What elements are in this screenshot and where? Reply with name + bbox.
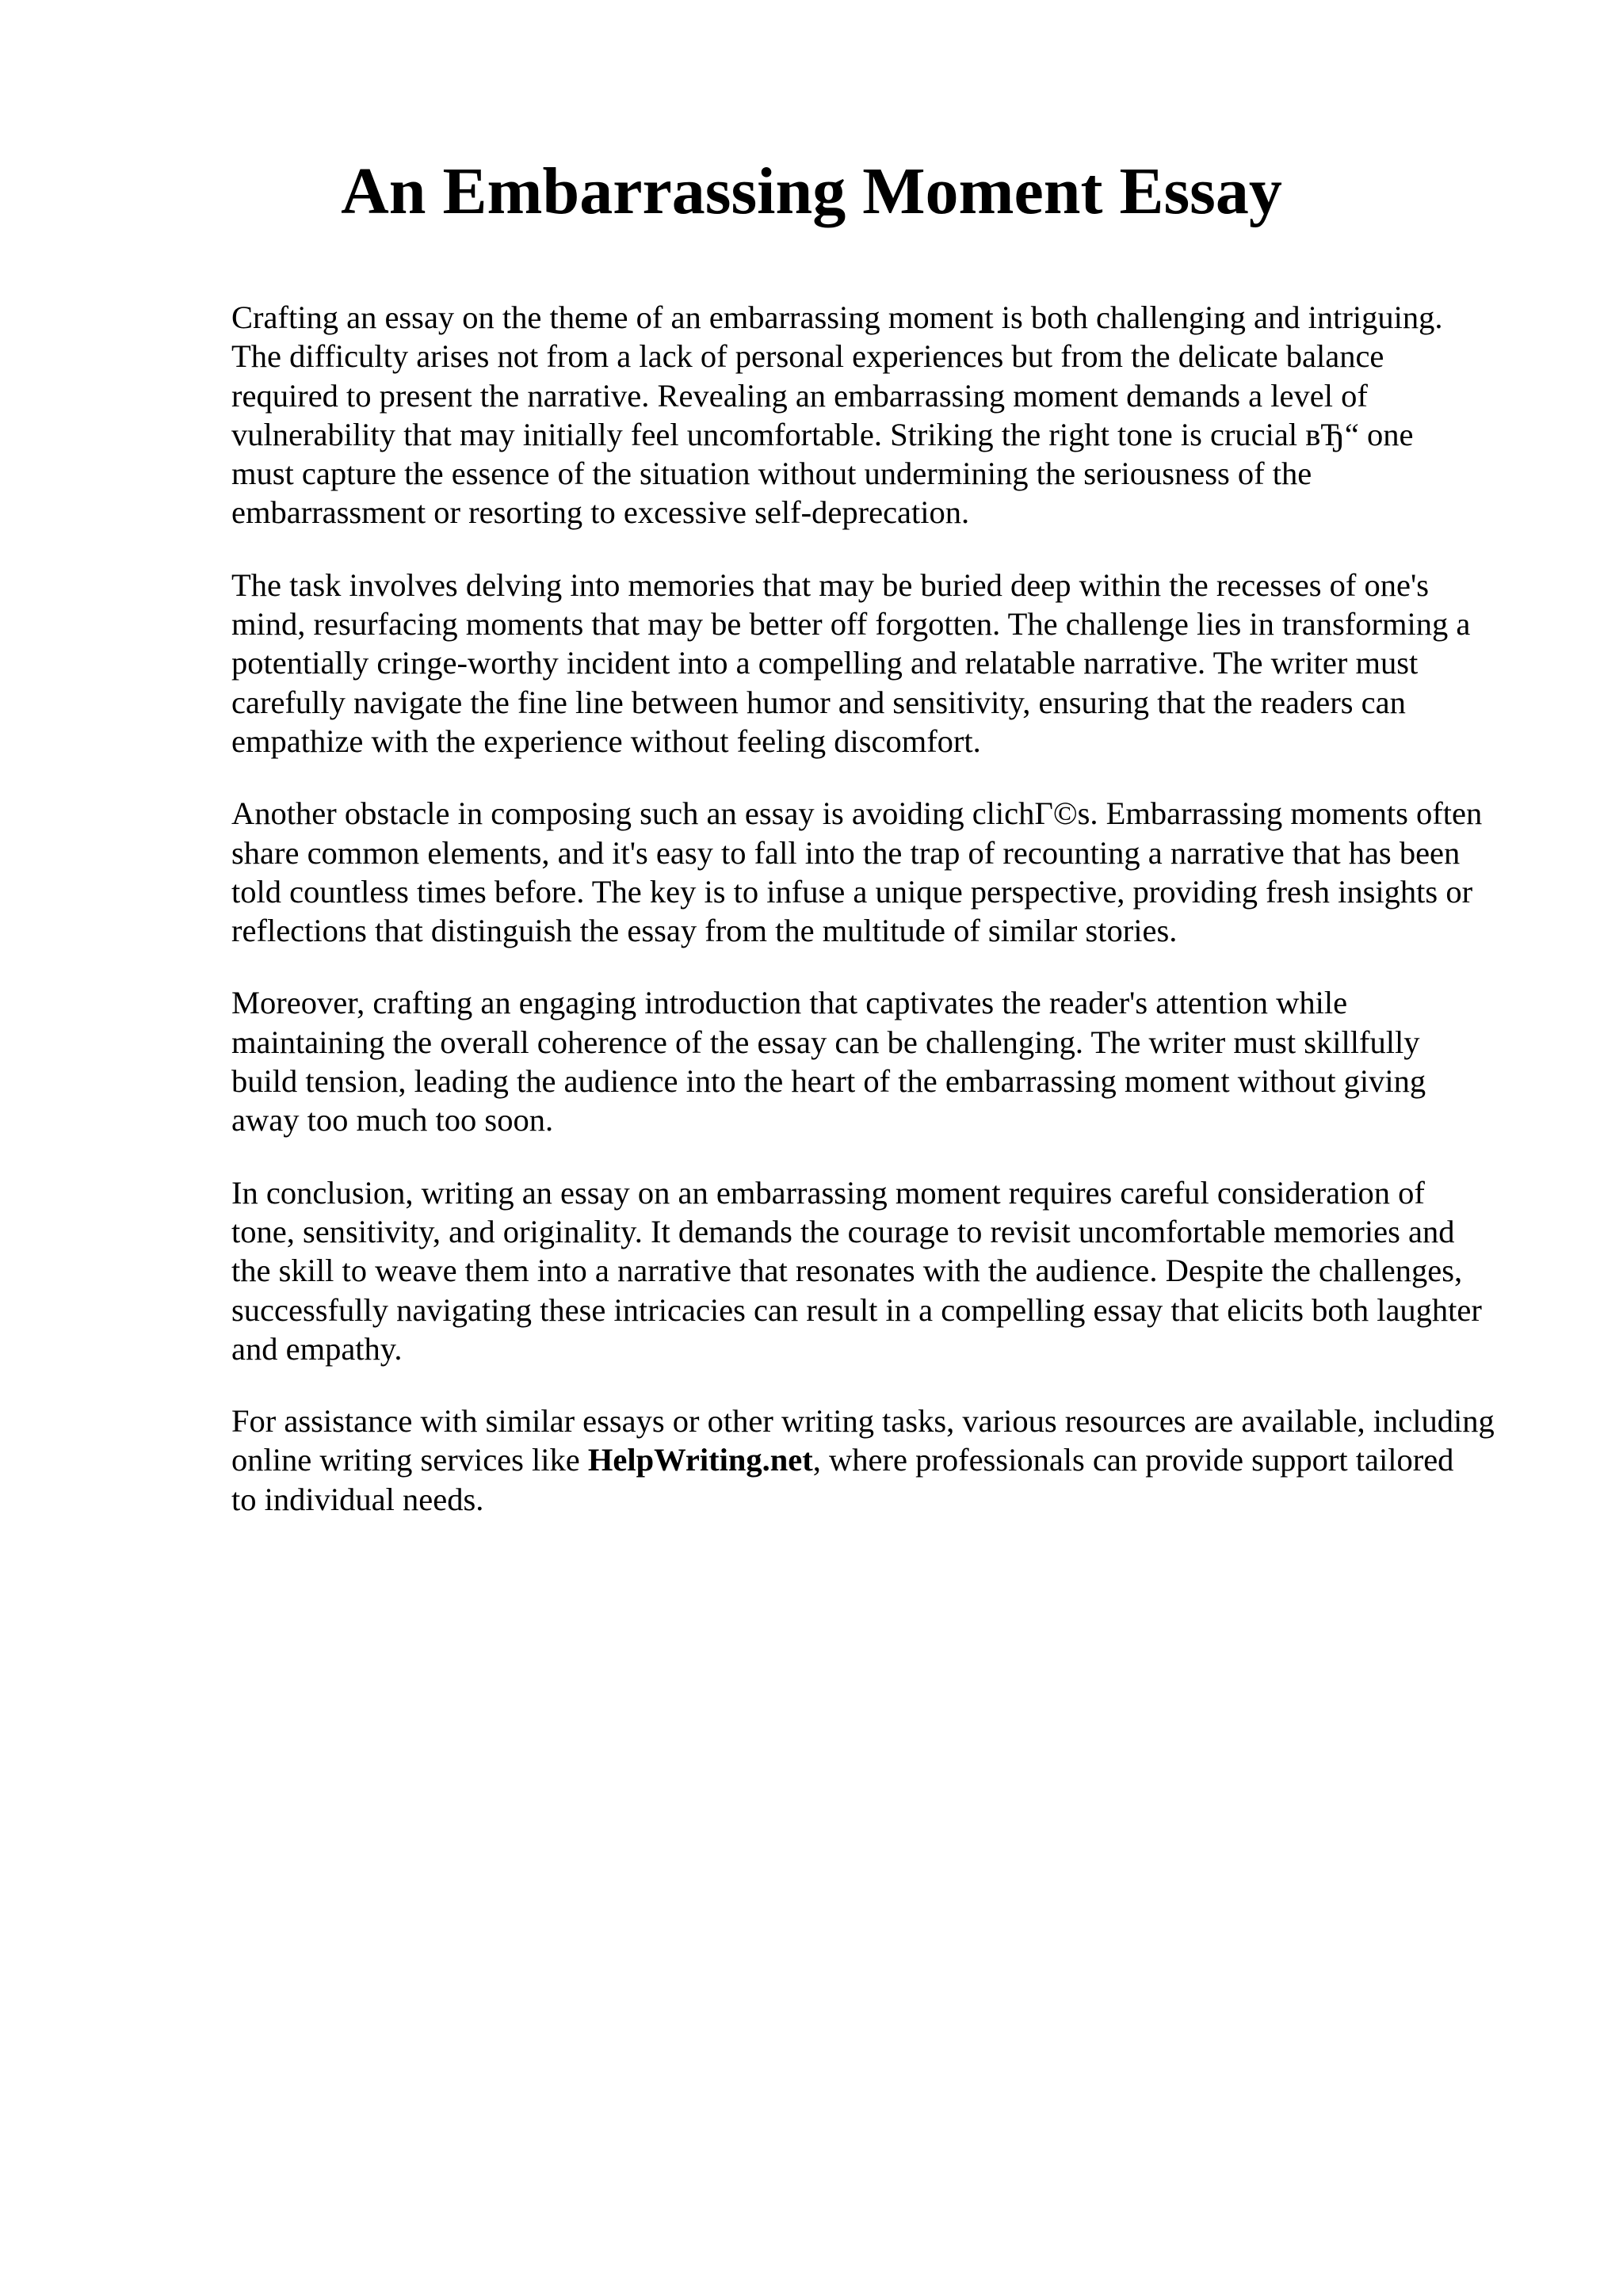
closing-paragraph	[231, 1402, 1531, 1519]
paragraph-line: empathize with the experience without feeling discomfort.	[231, 723, 981, 759]
paragraph-line	[231, 1440, 1531, 1479]
paragraph-line: Another obstacle in composing such an essay is avoiding clichГ©s. Embarrassing moments often	[231, 795, 1483, 832]
paragraph-line: For assistance with similar essays or other writing tasks, various resources are available, including	[231, 1403, 1495, 1440]
paragraph-3	[231, 794, 1531, 950]
paragraph-line: Crafting an essay on the theme of an embarrassing moment is both challenging and intriguing.	[231, 299, 1443, 335]
paragraph-line: and empathy.	[231, 1330, 403, 1367]
paragraph-line: maintaining the overall coherence of the essay can be challenging. The writer must skillfully	[231, 1024, 1420, 1060]
paragraph-line: away too much too soon.	[231, 1102, 554, 1138]
paragraph-line: told countless times before. The key is to infuse a unique perspective, providing fresh insights or	[231, 873, 1473, 910]
essay-body	[231, 298, 1531, 1552]
paragraph-line: reflections that distinguish the essay from the multitude of similar stories.	[231, 913, 1178, 949]
paragraph-line: mind, resurfacing moments that may be better off forgotten. The challenge lies in transforming a	[231, 606, 1471, 643]
paragraph-line: tone, sensitivity, and originality. It demands the courage to revisit uncomfortable memories and	[231, 1213, 1455, 1249]
paragraph-line: vulnerability that may initially feel uncomfortable. Striking the right tone is crucial вЂ“ one	[231, 416, 1414, 452]
page-title: An Embarrassing Moment Essay	[341, 154, 1282, 228]
paragraph-line: potentially cringe-worthy incident into a compelling and relatable narrative. The writer must	[231, 645, 1419, 681]
paragraph-line: build tension, leading the audience into the heart of the embarrassing moment without giving	[231, 1063, 1426, 1100]
paragraph-line: successfully navigating these intricacies can result in a compelling essay that elicits both laughter	[231, 1291, 1482, 1328]
paragraph-2	[231, 566, 1531, 761]
paragraph-line: to individual needs.	[231, 1481, 484, 1517]
closing-text-before-brand: online writing services like	[231, 1442, 588, 1478]
paragraph-line: carefully navigate the fine line between humor and sensitivity, ensuring that the readers can	[231, 684, 1406, 720]
paragraph-line: required to present the narrative. Revealing an embarrassing moment demands a level of	[231, 377, 1368, 414]
paragraph-1	[231, 298, 1531, 532]
brand-name: HelpWriting.net	[587, 1442, 813, 1478]
paragraph-line: The task involves delving into memories that may be buried deep within the recesses of one's	[231, 566, 1430, 603]
paragraph-line: Moreover, crafting an engaging introduction that captivates the reader's attention while	[231, 985, 1348, 1021]
paragraph-line: The difficulty arises not from a lack of personal experiences but from the delicate balance	[231, 338, 1384, 375]
paragraph-line: In conclusion, writing an essay on an embarrassing moment requires careful consideration of	[231, 1174, 1425, 1211]
closing-text-after-brand: , where professionals can provide support tailored	[812, 1442, 1454, 1478]
paragraph-line: embarrassment or resorting to excessive self-deprecation.	[231, 494, 970, 531]
paragraph-4	[231, 983, 1531, 1139]
paragraph-line: must capture the essence of the situation without undermining the seriousness of the	[231, 456, 1312, 492]
paragraph-line: the skill to weave them into a narrative that resonates with the audience. Despite the challenges,	[231, 1253, 1463, 1289]
paragraph-line: share common elements, and it's easy to fall into the trap of recounting a narrative that has been	[231, 834, 1461, 871]
paragraph-5	[231, 1173, 1531, 1368]
